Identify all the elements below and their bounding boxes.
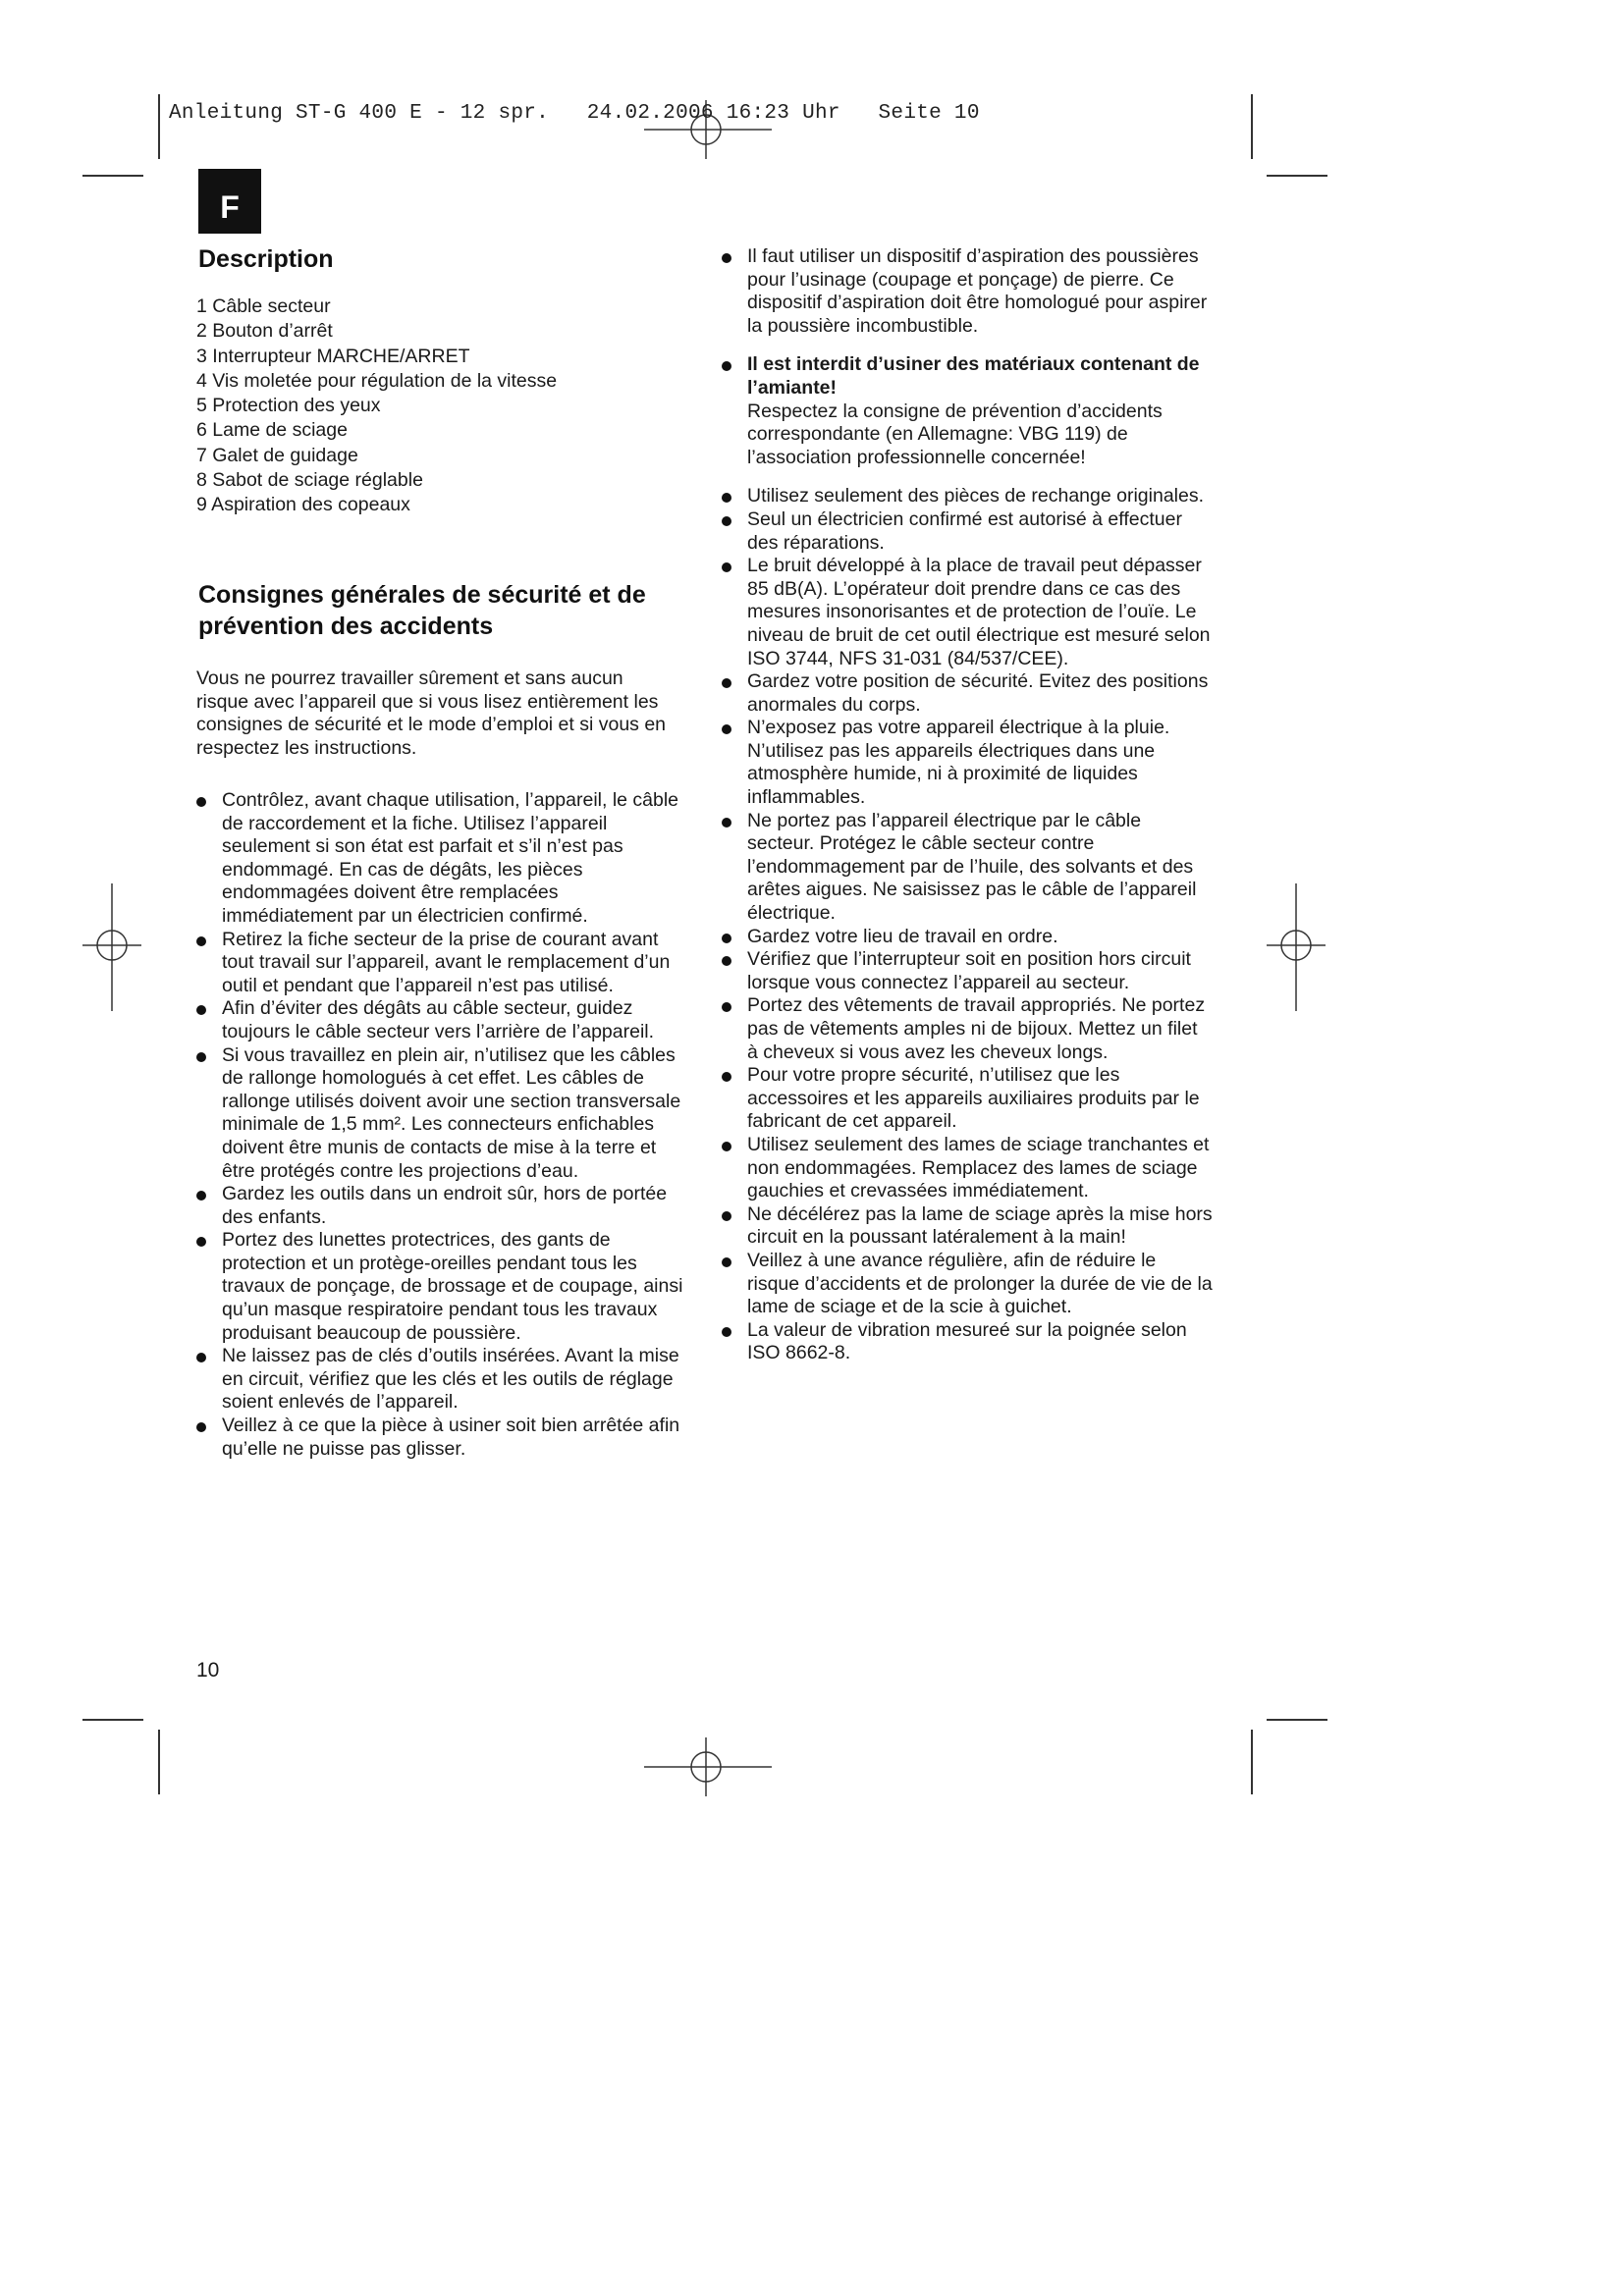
list-item: Veillez à ce que la pièce à usiner soit bien arrêtée afin qu’elle ne puisse pas glisser. [196, 1415, 687, 1461]
list-item: Gardez les outils dans un endroit sûr, hors de portée des enfants. [196, 1183, 687, 1229]
crop-mark-bottom-left-vertical [158, 1730, 160, 1794]
asbestos-warning-title: Il est interdit d’usiner des matériaux contenant de l’amiante! [747, 353, 1200, 399]
list-item: Utilisez seulement des pièces de rechange originales. [722, 485, 1213, 508]
list-item: Pour votre propre sécurité, n’utilisez que les accessoires et les appareils auxiliaires produits par le fabricant de cet appareil. [722, 1064, 1213, 1134]
list-item: Veillez à une avance régulière, afin de réduire le risque d’accidents et de prolonger la durée de vie de la lame de sciage et de la scie à guichet. [722, 1250, 1213, 1319]
list-item: N’exposez pas votre appareil électrique à la pluie. N’utilisez pas les appareils électriques dans une atmosphère humide, ni à proximité de liquides inflammables. [722, 717, 1213, 809]
list-item: Portez des vêtements de travail appropriés. Ne portez pas de vêtements amples ni de bijoux. Mettez un filet à cheveux si vous avez les cheveux longs. [722, 994, 1213, 1064]
registration-mark-right [1267, 883, 1329, 1011]
crop-mark-bottom-right-horizontal [1267, 1719, 1327, 1721]
list-item: Ne portez pas l’appareil électrique par le câble secteur. Protégez le câble secteur contre l’endommagement par de l’huile, des solvants et des arêtes aigues. Ne saisissez pas le câble de l’appareil électrique. [722, 810, 1213, 926]
language-tab: F [198, 169, 261, 234]
list-item: Le bruit développé à la place de travail peut dépasser 85 dB(A). L’opérateur doit prendre dans ce cas des mesures insonorisantes et de protection de l’ouïe. Le niveau de bruit de cet outil électrique est mesuré selon ISO 3744, NFS 31-031 (84/537/CEE). [722, 555, 1213, 670]
description-heading: Description [198, 245, 334, 273]
list-item: 3 Interrupteur MARCHE/ARRET [196, 345, 470, 367]
list-item: Contrôlez, avant chaque utilisation, l’appareil, le câble de raccordement et la fiche. Utilisez l’appareil seulement si son état est parfait et s’il n’est pas endommagé. En cas de dégâts, les pièces endommagées doivent être remplacées immédiatement par un électricien confirmé. [196, 789, 687, 929]
crop-mark-top-left-horizontal [82, 175, 143, 177]
dust-extraction-item: Il faut utiliser un dispositif d’aspiration des poussières pour l’usinage (coupage et ponçage) de pierre. Ce dispositif d’aspiration doit être homologué pour aspirer la poussière incombustible. [722, 245, 1213, 338]
list-item: 8 Sabot de sciage réglable [196, 469, 423, 492]
list-item: 2 Bouton d’arrêt [196, 320, 333, 343]
list-item: Ne décélérez pas la lame de sciage après la mise hors circuit en la poussant latéralement à la main! [722, 1203, 1213, 1250]
list-item: Si vous travaillez en plein air, n’utilisez que les câbles de rallonge homologués à cet effet. Les câbles de rallonge utilisés doivent avoir une section transversale minimale de 1,5 mm². Les connecteurs enfichables doivent être munis de contacts de mise à la terre et être protégés contre les projections d’eau. [196, 1044, 687, 1184]
list-item: 1 Câble secteur [196, 295, 331, 317]
page-number: 10 [196, 1659, 220, 1682]
crop-mark-top-right-horizontal [1267, 175, 1327, 177]
print-header: Anleitung ST-G 400 E - 12 spr. 24.02.2006 16:23 Uhr Seite 10 [169, 102, 980, 125]
safety-intro: Vous ne pourrez travailler sûrement et sans aucun risque avec l’appareil que si vous lisez entièrement les consignes de sécurité et le mode d’emploi et si vous en respectez les instructions. [196, 667, 667, 759]
crop-mark-top-left-vertical [158, 94, 160, 159]
list-item: Gardez votre lieu de travail en ordre. [722, 926, 1213, 949]
list-item: 9 Aspiration des copeaux [196, 494, 410, 516]
list-item: La valeur de vibration mesureé sur la poignée selon ISO 8662-8. [722, 1319, 1213, 1365]
left-safety-list [196, 789, 687, 1461]
list-item: 6 Lame de sciage [196, 419, 348, 442]
crop-mark-top-right-vertical [1251, 94, 1253, 159]
right-safety-list [722, 245, 1213, 1365]
list-item: Ne laissez pas de clés d’outils insérées. Avant la mise en circuit, vérifiez que les clés et les outils de réglage soient enlevés de l’appareil. [196, 1345, 687, 1415]
registration-mark-left [79, 883, 141, 1011]
safety-heading-line1: Consignes générales de sécurité et de [198, 581, 646, 609]
safety-heading [198, 579, 646, 642]
list-item: 5 Protection des yeux [196, 395, 381, 417]
crop-mark-bottom-right-vertical [1251, 1730, 1253, 1794]
list-item: 7 Galet de guidage [196, 444, 358, 466]
registration-mark-bottom [644, 1737, 772, 1800]
list-item: Seul un électricien confirmé est autorisé à effectuer des réparations. [722, 508, 1213, 555]
list-item: Portez des lunettes protectrices, des gants de protection et un protège-oreilles pendant tous les travaux de ponçage, de brossage et de coupage, ainsi qu’un masque respiratoire pendant tous les travaux produisant beaucoup de poussière. [196, 1229, 687, 1345]
safety-heading-line2: prévention des accidents [198, 613, 494, 640]
crop-mark-bottom-left-horizontal [82, 1719, 143, 1721]
list-item: Retirez la fiche secteur de la prise de courant avant tout travail sur l’appareil, avant le remplacement d’un outil et pendant que l’appareil n’est pas utilisé. [196, 929, 687, 998]
list-item: 4 Vis moletée pour régulation de la vitesse [196, 369, 558, 392]
list-item: Gardez votre position de sécurité. Evitez des positions anormales du corps. [722, 670, 1213, 717]
asbestos-warning-text: Respectez la consigne de prévention d’accidents correspondante (en Allemagne: VBG 119) de l’association professionnelle concernée! [747, 400, 1163, 468]
asbestos-warning-item [722, 353, 1213, 469]
list-item: Utilisez seulement des lames de sciage tranchantes et non endommagées. Remplacez des lames de sciage gauchies et crevassées immédiatement. [722, 1134, 1213, 1203]
list-item: Afin d’éviter des dégâts au câble secteur, guidez toujours le câble secteur vers l’arrière de l’appareil. [196, 997, 687, 1043]
parts-list [196, 294, 557, 518]
list-item: Vérifiez que l’interrupteur soit en position hors circuit lorsque vous connectez l’appareil au secteur. [722, 948, 1213, 994]
